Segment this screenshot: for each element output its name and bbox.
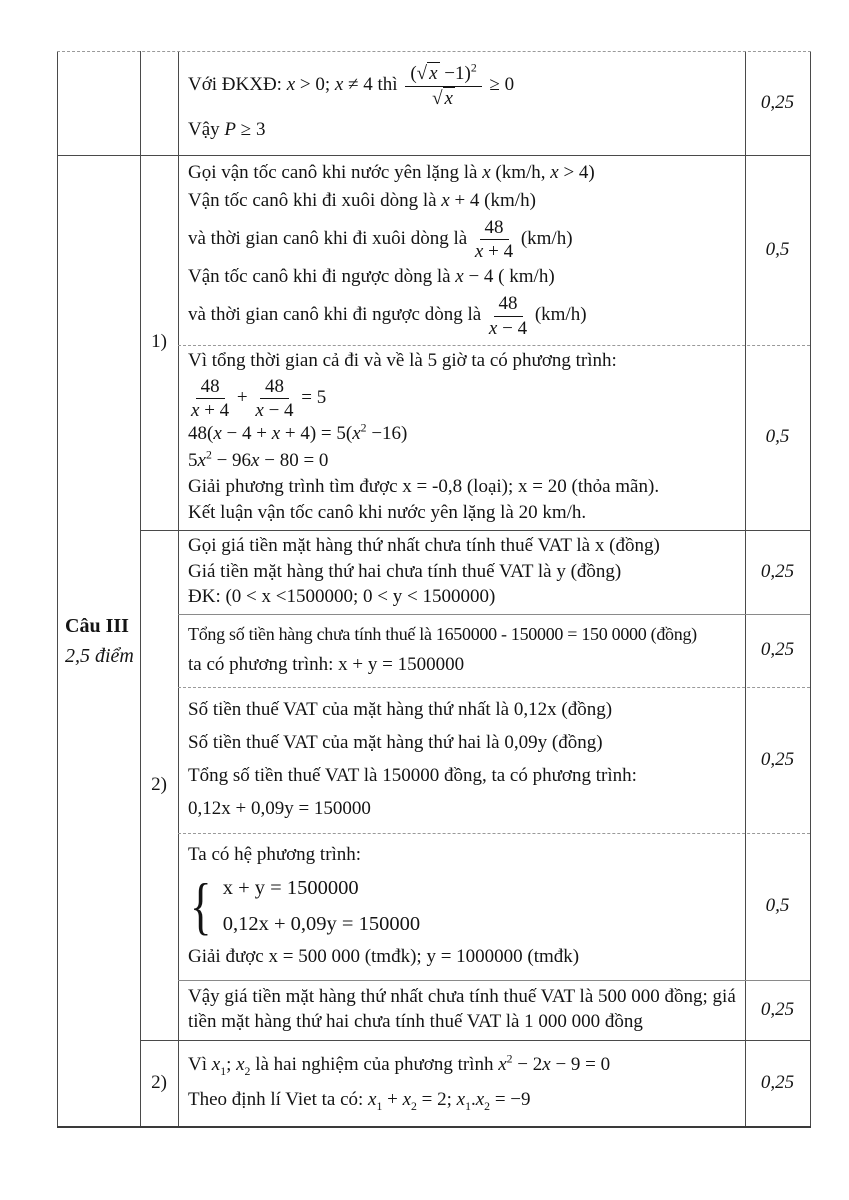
points-cell-viet: 0,25 — [760, 1071, 795, 1093]
text-line: Tổng số tiền thuế VAT là 150000 đồng, ta có phương trình: — [188, 765, 637, 787]
text-line: Gọi giá tiền mặt hàng thứ nhất chưa tính thuế VAT là x (đồng) — [188, 534, 660, 556]
fraction: $\frac{(√ x -1)^2}{√ x}$ — [405, 63, 481, 109]
text-line: Theo định lí Viet ta có: $x_1 + x_2 = 2$; $x_1.x_2 = -9$ — [188, 1089, 531, 1113]
text-line: 0,12x + 0,09y = 150000 — [188, 798, 371, 820]
radical: √ x — [432, 87, 453, 109]
points-cell-1a: 0,5 — [765, 238, 790, 260]
content-block-viet — [179, 1041, 744, 1125]
text-line: $\frac{48}{x + 4}$ + $\frac{48}{x - 4}$ = 5 — [191, 375, 327, 421]
content-block-2a — [179, 531, 744, 613]
fraction: $\frac{48}{x - 4}$ — [255, 375, 294, 421]
sub-label-3: 2) — [151, 1072, 167, 1094]
text-line — [188, 870, 738, 942]
text-line: Giải phương trình tìm được x = -0,8 (loại); x = 20 (thỏa mãn). — [188, 475, 660, 497]
equation-system — [190, 870, 421, 942]
text-line: Vậy giá tiền mặt hàng thứ nhất chưa tính thuế VAT là 500 000 đồng; giá tiền mặt hàng thứ hai chưa tính thuế VAT là 1 000 000 đồng — [188, 986, 736, 1032]
text-line: $48(x - 4 + x + 4) = 5(x^2 -16)$ — [188, 422, 408, 445]
text-line: Vì $x_1$; $x_2$ là hai nghiệm của phương trình $x^2 - 2x - 9 = 0$ — [188, 1052, 611, 1078]
text-line: Vì tổng thời gian cả đi và về là 5 giờ ta có phương trình: — [188, 350, 617, 372]
text-line: Ta có hệ phương trình: — [188, 844, 362, 866]
sub-label-1: 1) — [151, 331, 167, 353]
text-line: Vận tốc canô khi đi xuôi dòng là x + 4 (km/h) — [188, 189, 536, 211]
radical: √ x — [416, 63, 438, 85]
text-line: $5x^2 - 96x - 80 = 0$ — [188, 448, 329, 471]
points-cell-2d: 0,5 — [765, 895, 790, 917]
text-line: Kết luận vận tốc canô khi nước yên lặng là 20 km/h. — [188, 501, 587, 523]
text-line: Số tiền thuế VAT của mặt hàng thứ nhất là 0,12x (đồng) — [188, 699, 613, 721]
content-block-1a — [179, 156, 744, 344]
sub-label-2: 2) — [151, 773, 167, 795]
text-line: Số tiền thuế VAT của mặt hàng thứ hai là 0,09y (đồng) — [188, 732, 603, 754]
points-cell-2e: 0,25 — [760, 998, 795, 1020]
points-cell-2c: 0,25 — [760, 748, 795, 770]
content-block-2b — [179, 615, 744, 686]
fraction: $\frac{48}{x + 4}$ — [474, 216, 514, 263]
question-points: 2,5 điểm — [65, 644, 134, 667]
text-line: Gọi vận tốc canô khi nước yên lặng là x (km/h, x > 4) — [188, 162, 595, 184]
text-line: và thời gian canô khi đi xuôi dòng là $\frac{48}{x + 4}$ (km/h) — [188, 216, 573, 263]
text-line: Với ĐKXĐ: x > 0; x ≠ 4 thì $\frac{(√ x -1)^2}{√ x}$ ≥ 0 — [188, 61, 515, 109]
content-block-2c — [179, 688, 744, 832]
fraction: $\frac{48}{x - 4}$ — [488, 293, 528, 339]
content-block-2d — [179, 834, 744, 979]
text-line: ĐK: (0 < x <1500000; 0 < y < 1500000) — [188, 586, 496, 608]
grid-vline-table-right — [810, 51, 811, 1127]
content-block-carry — [179, 52, 744, 154]
points-cell-2a: 0,25 — [760, 560, 795, 582]
content-block-1b — [179, 346, 744, 529]
text-line: và thời gian canô khi đi ngược dòng là $\frac{48}{x - 4}$ (km/h) — [188, 293, 587, 339]
text-line: Giá tiền mặt hàng thứ hai chưa tính thuế VAT là y (đồng) — [188, 560, 622, 582]
text-line: Vậy P ≥ 3 — [188, 119, 266, 141]
question-cell — [58, 156, 139, 1125]
content-block-2e — [179, 981, 744, 1039]
text-line: Tổng số tiền hàng chưa tính thuế là 1650000 - 150000 = 150 0000 (đồng) — [188, 624, 697, 645]
system-brace: { — [190, 870, 212, 942]
question-title: Câu III — [65, 614, 129, 637]
text-line: Vận tốc canô khi đi ngược dòng là x − 4 ( km/h) — [188, 266, 555, 288]
fraction: $\frac{48}{x + 4}$ — [191, 375, 230, 421]
system-equation: 0,12x + 0,09y = 150000 — [222, 912, 421, 935]
points-cell-2b: 0,25 — [760, 639, 795, 661]
text-line: Giải được x = 500 000 (tmđk); y = 1000000 (tmđk) — [188, 945, 580, 967]
system-equation: x + y = 1500000 — [222, 877, 359, 900]
grid-hline-bottom — [57, 1126, 811, 1128]
points-cell-1b: 0,5 — [765, 426, 790, 448]
text-line: ta có phương trình: x + y = 1500000 — [188, 653, 465, 675]
points-cell-carry: 0,25 — [760, 91, 795, 113]
